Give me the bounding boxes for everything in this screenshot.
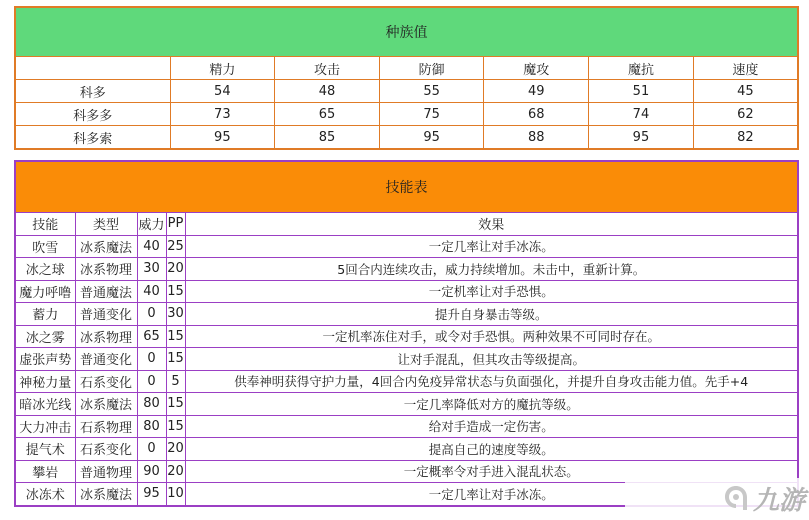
column-header [15, 57, 170, 80]
table-cell: 神秘力量 [15, 370, 75, 393]
table-row [15, 103, 798, 126]
watermark [625, 478, 805, 518]
table-row [15, 280, 798, 303]
skills-table-title: 技能表 [15, 161, 798, 213]
table-cell: 10 [166, 483, 185, 506]
header-row [15, 213, 798, 236]
table-row [15, 348, 798, 371]
table-cell: 科多索 [15, 126, 170, 150]
table-cell: 0 [137, 303, 166, 326]
table-cell: 74 [589, 103, 694, 126]
table-row [15, 325, 798, 348]
table-cell: 冰冻术 [15, 483, 75, 506]
column-header: 技能 [15, 213, 75, 236]
column-header: 速度 [693, 57, 798, 80]
table-cell: 95 [137, 483, 166, 506]
table-cell: 15 [166, 325, 185, 348]
table-row [15, 303, 798, 326]
table-cell: 45 [693, 80, 798, 103]
table-cell: 80 [137, 393, 166, 416]
jiuyou-logo-icon [721, 483, 751, 513]
table-cell: 一定概率令对手进入混乱状态。 [185, 460, 798, 483]
table-cell: 一定几率降低对方的魔抗等级。 [185, 393, 798, 416]
table-row [15, 235, 798, 258]
table-cell: 冰系物理 [75, 325, 137, 348]
table-cell: 0 [137, 370, 166, 393]
table-cell: 95 [379, 126, 484, 150]
table-cell: 一定几率让对手冰冻。 [185, 235, 798, 258]
table-cell: 48 [275, 80, 380, 103]
column-header: 攻击 [275, 57, 380, 80]
table-cell: 15 [166, 348, 185, 371]
table-cell: 55 [379, 80, 484, 103]
watermark-text: 九游 [752, 485, 805, 516]
table-cell: 冰系物理 [75, 258, 137, 281]
column-header: 魔抗 [589, 57, 694, 80]
stats-table [14, 6, 799, 150]
table-cell: 一定机率冻住对手，或令对手恐惧。两种效果不可同时存在。 [185, 325, 798, 348]
table-row [15, 80, 798, 103]
table-row [15, 415, 798, 438]
table-cell: 20 [166, 460, 185, 483]
table-cell: 冰系魔法 [75, 235, 137, 258]
table-cell: 蓄力 [15, 303, 75, 326]
table-cell: 一定机率让对手恐惧。 [185, 280, 798, 303]
table-cell: 冰系魔法 [75, 393, 137, 416]
table-cell: 冰之球 [15, 258, 75, 281]
column-header: 威力 [137, 213, 166, 236]
table-cell: 90 [137, 460, 166, 483]
table-cell: 暗冰光线 [15, 393, 75, 416]
table-cell: 30 [137, 258, 166, 281]
header-row [15, 57, 798, 80]
table-cell: 54 [170, 80, 275, 103]
table-cell: 20 [166, 438, 185, 461]
table-cell: 40 [137, 235, 166, 258]
table-cell: 62 [693, 103, 798, 126]
column-header: PP [166, 213, 185, 236]
column-header: 精力 [170, 57, 275, 80]
table-cell: 65 [137, 325, 166, 348]
table-cell: 提高自己的速度等级。 [185, 438, 798, 461]
table-cell: 49 [484, 80, 589, 103]
table-cell: 82 [693, 126, 798, 150]
table-cell: 85 [275, 126, 380, 150]
table-cell: 给对手造成一定伤害。 [185, 415, 798, 438]
table-cell: 25 [166, 235, 185, 258]
column-header: 防御 [379, 57, 484, 80]
table-cell: 0 [137, 438, 166, 461]
table-cell: 15 [166, 415, 185, 438]
table-cell: 80 [137, 415, 166, 438]
table-cell: 40 [137, 280, 166, 303]
table-cell: 5 [166, 370, 185, 393]
table-cell: 68 [484, 103, 589, 126]
table-cell: 一定几率让对手冰冻。 [185, 483, 798, 506]
table-cell: 65 [275, 103, 380, 126]
column-header: 效果 [185, 213, 798, 236]
table-cell: 15 [166, 280, 185, 303]
column-header: 类型 [75, 213, 137, 236]
table-cell: 88 [484, 126, 589, 150]
table-cell: 普通变化 [75, 303, 137, 326]
table-cell: 科多 [15, 80, 170, 103]
table-cell: 普通魔法 [75, 280, 137, 303]
stats-table-title: 种族值 [15, 7, 798, 57]
table-cell: 提气术 [15, 438, 75, 461]
table-cell: 石系物理 [75, 415, 137, 438]
table-cell: 攀岩 [15, 460, 75, 483]
table-row [15, 258, 798, 281]
table-cell: 73 [170, 103, 275, 126]
table-cell: 吹雪 [15, 235, 75, 258]
table-cell: 让对手混乱，但其攻击等级提高。 [185, 348, 798, 371]
column-header: 魔攻 [484, 57, 589, 80]
table-cell: 石系变化 [75, 370, 137, 393]
table-cell: 魔力呼噜 [15, 280, 75, 303]
table-cell: 冰之雾 [15, 325, 75, 348]
table-cell: 石系变化 [75, 438, 137, 461]
table-cell: 5回合内连续攻击，威力持续增加。未击中，重新计算。 [185, 258, 798, 281]
table-cell: 95 [589, 126, 694, 150]
table-cell: 30 [166, 303, 185, 326]
table-cell: 95 [170, 126, 275, 150]
table-cell: 冰系魔法 [75, 483, 137, 506]
table-cell: 75 [379, 103, 484, 126]
table-cell: 提升自身暴击等级。 [185, 303, 798, 326]
table-row [15, 126, 798, 150]
table-cell: 51 [589, 80, 694, 103]
table-cell: 0 [137, 348, 166, 371]
table-cell: 大力冲击 [15, 415, 75, 438]
table-cell: 供奉神明获得守护力量，4回合内免疫异常状态与负面强化，并提升自身攻击能力值。先手+4 [185, 370, 798, 393]
table-cell: 科多多 [15, 103, 170, 126]
table-cell: 虚张声势 [15, 348, 75, 371]
skills-table [14, 160, 799, 507]
table-cell: 15 [166, 393, 185, 416]
table-row [15, 393, 798, 416]
table-row [15, 438, 798, 461]
table-cell: 20 [166, 258, 185, 281]
table-cell: 普通物理 [75, 460, 137, 483]
watermark-logo [721, 480, 805, 517]
table-row [15, 370, 798, 393]
table-cell: 普通变化 [75, 348, 137, 371]
